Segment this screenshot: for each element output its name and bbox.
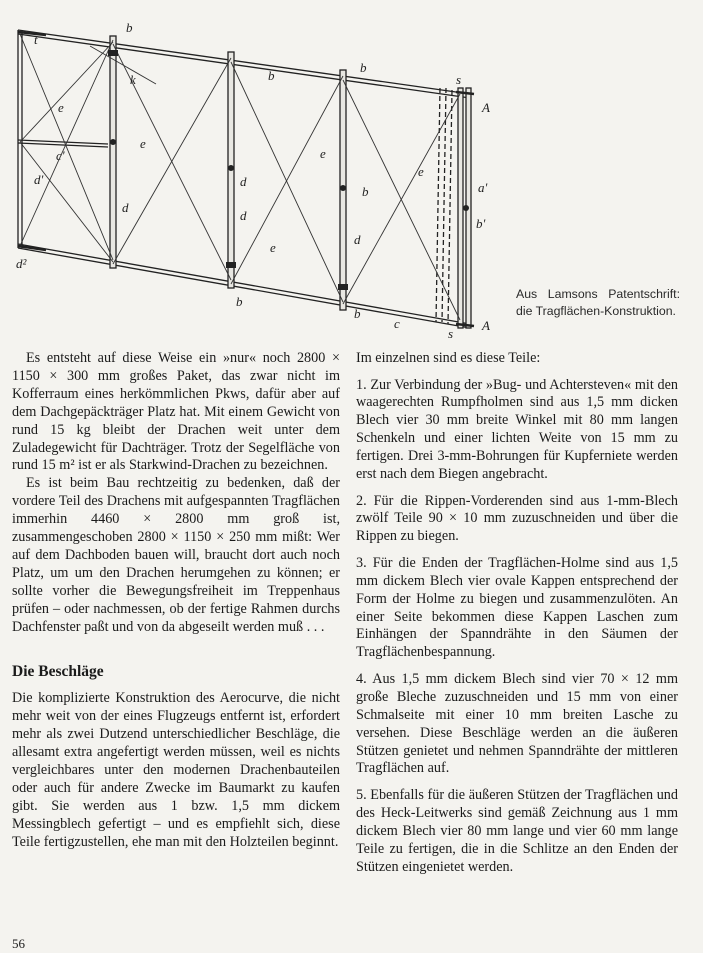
label-b-prime: b'	[476, 216, 486, 231]
list-item: 1. Zur Verbindung der »Bug- und Achtersteven« mit den waagerechten Rumpfholmen sind aus 1,5 mm dicken Blech vier 30 mm breite Winkel mit 80 mm langen Schenkeln und einer lichten Weite von 15 mm zu fertigen. Drei 3-mm-Bohrungen für Kupferniete werden erst nach dem Biegen angebracht.	[356, 376, 678, 483]
label-s-top: s	[456, 72, 462, 87]
label-d3: d	[354, 232, 361, 247]
label-A-bottom: A	[482, 318, 490, 333]
list-item: 5. Ebenfalls für die äußeren Stützen der Tragflächen und des Heck-Leitwerks sind gemäß Zeichnung aus 1 mm dickem Blech vier 80 mm lange und vier 60 mm lange Teile zu fertigen, die in die Schlitze an den Enden der Stützen eingenietet werden.	[356, 786, 678, 875]
paragraph: Es ist beim Bau rechtzeitig zu bedenken, daß der vordere Teil des Drachens mit aufgespannten Tragflächen immerhin 4460 × 2800 mm groß ist, zusammengeschoben 2800 × 1150 × 250 mm mißt: Wer auf dem Dachboden bauen will, braucht dort auch noch Platz, um um den Drachen herumgehen zu können; er sollte vorher die Bewegungsfreiheit im Treppenhaus prüfen – oder nachmessen, ob der fertige Rahmen durchs Dachfenster paßt und von da abgeseilt werden muß . . .	[12, 475, 340, 635]
label-A-top: A	[482, 100, 490, 115]
label-b-bottom1: b	[236, 294, 243, 309]
wing-construction-drawing	[8, 22, 508, 340]
label-d-stroke1: d	[240, 174, 247, 189]
list-intro: Im einzelnen sind es diese Teile:	[356, 350, 541, 366]
paragraph: Es entsteht auf diese Weise ein »nur« noch 2800 × 1150 × 300 mm großes Paket, das zwar nicht im Kofferraum eines herkömmlichen Pkws, dafür aber auf dem Dachgepäckträger Platz hat. Mit einem Gewicht von rund 15 kg bleibt der Drachen weit unter dem Zuladegewicht für Dachträger. Trotz der Segelfläche von rund 15 m² ist er als Starkwind-Drachen zu bezeichnen.	[12, 350, 340, 474]
list-item: 3. Für die Enden der Tragflächen-Holme sind aus 1,5 mm dickem Blech vier ovale Kappen entsprechend der Form der Holme zu biegen und zusammenzulöten. An einer Seite bekommen diese Kappen Laschen zum Einhängen der Spanndrähte in den Säumen der Tragflächenbespannung.	[356, 554, 678, 661]
label-d1: d	[122, 200, 129, 215]
paragraph: Die komplizierte Konstruktion des Aerocurve, die nicht mehr weit von der eines Flugzeugs entfernt ist, erfordert mehr als zwei Dutzend unterschiedlicher Beschläge, die allesamt extra angefertigt werden müssen, weil es nichts vergleichbares unter den modernen Drachenbauteilen oder auch für andere Zwecke im Baumarkt zu kaufen gibt. Sie werden aus 1 bzw. 1,5 mm dickem Messingblech gefertigt – und es empfiehlt sich, diese Teile fertigzustellen, ehe man mit den Holzteilen beginnt.	[12, 690, 340, 850]
label-a-prime: a'	[478, 180, 488, 195]
label-e5: e	[418, 164, 424, 179]
label-d-prime: d'	[34, 172, 44, 187]
label-b-bottom2: b	[354, 306, 361, 321]
label-b-mid: b	[362, 184, 369, 199]
left-column	[12, 350, 340, 852]
label-k: k	[130, 72, 136, 87]
list-item: 2. Für die Rippen-Vorderenden sind aus 1-mm-Blech zwölf Teile 90 × 10 mm zuzuschneiden und über die Rippen zu biegen.	[356, 492, 678, 545]
label-s-bottom: s	[448, 326, 454, 340]
section-heading: Die Beschläge	[12, 662, 104, 680]
figure-caption: Aus Lamsons Patentschrift: die Tragflächen-Konstruktion.	[516, 287, 680, 318]
label-e1: e	[58, 100, 64, 115]
page-number: 56	[12, 936, 25, 951]
label-e4: e	[270, 240, 276, 255]
right-column	[356, 350, 678, 876]
label-e2: e	[140, 136, 146, 151]
label-b-top1: b	[126, 22, 133, 35]
label-c-prime: c'	[56, 148, 65, 163]
list-item: 4. Aus 1,5 mm dickem Blech sind vier 70 × 12 mm große Bleche zuzuschneiden und 15 mm von einer Schmalseite mit einer 10 mm breiten Lasche zu versehen. Diese Beschläge werden an die äußeren Stützen genietet und nehmen Spanndrähte der mittleren Tragflächen auf.	[356, 670, 678, 777]
label-b-top2: b	[268, 68, 275, 83]
label-e3: e	[320, 146, 326, 161]
label-b-top3: b	[360, 60, 367, 75]
label-d2: d²	[16, 256, 27, 271]
label-c: c	[394, 316, 400, 331]
label-d2-mid: d	[240, 208, 247, 223]
label-t: t	[34, 32, 38, 47]
